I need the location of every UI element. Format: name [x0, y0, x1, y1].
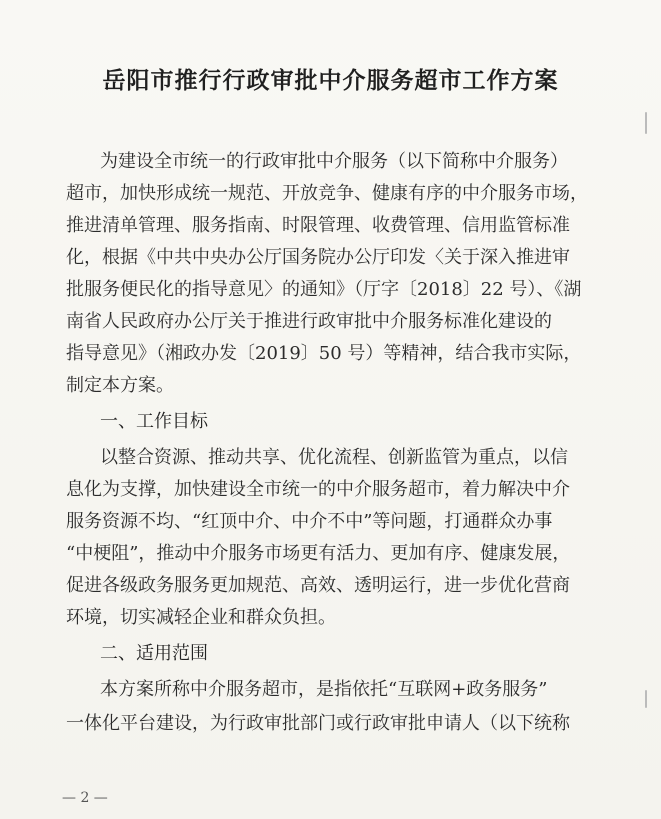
- page-number: — 2 —: [62, 790, 108, 806]
- paragraph-line: 制定本方案。: [66, 375, 174, 396]
- paragraph-line: 推进清单管理、服务指南、时限管理、收费管理、信用监管标准: [66, 215, 570, 236]
- paragraph-line: 批服务便民化的指导意见〉的通知》（厅字〔2018〕22 号）、《湖: [66, 279, 582, 300]
- scan-mark: [645, 112, 647, 134]
- paragraph-line: 服务资源不均、“红顶中介、中介不中”等问题，打通群众办事: [66, 511, 553, 532]
- document-title: 岳阳市推行行政审批中介服务超市工作方案: [102, 67, 559, 94]
- scan-mark: [645, 690, 647, 708]
- paragraph-line: 促进各级政务服务更加规范、高效、透明运行，进一步优化营商: [66, 575, 570, 596]
- paragraph-line: 为建设全市统一的行政审批中介服务（以下简称中介服务）: [100, 151, 568, 172]
- paragraph-line: 息化为支撑，加快建设全市统一的中介服务超市，着力解决中介: [66, 479, 570, 500]
- paragraph-line: 指导意见》（湘政办发〔2019〕50 号）等精神，结合我市实际，: [66, 343, 582, 364]
- paragraph-line: 超市，加快形成统一规范、开放竞争、健康有序的中介服务市场，: [66, 183, 588, 204]
- paragraph-line: 以整合资源、推动共享、优化流程、创新监管为重点，以信: [100, 447, 568, 468]
- paragraph-line: “中梗阻”，推动中介服务市场更有活力、更加有序、健康发展，: [66, 543, 571, 564]
- section-heading-scope: 二、适用范围: [100, 643, 208, 664]
- paragraph-line: 本方案所称中介服务超市，是指依托“互联网+政务服务”: [100, 679, 548, 700]
- paragraph-line: 南省人民政府办公厅关于推进行政审批中介服务标准化建设的: [66, 311, 552, 332]
- section-heading-goals: 一、工作目标: [100, 411, 208, 432]
- paragraph-line: 化，根据《中共中央办公厅国务院办公厅印发〈关于深入推进审: [66, 247, 570, 268]
- paragraph-line: 环境，切实减轻企业和群众负担。: [66, 607, 336, 628]
- paragraph-line: 一体化平台建设，为行政审批部门或行政审批申请人（以下统称: [66, 713, 570, 734]
